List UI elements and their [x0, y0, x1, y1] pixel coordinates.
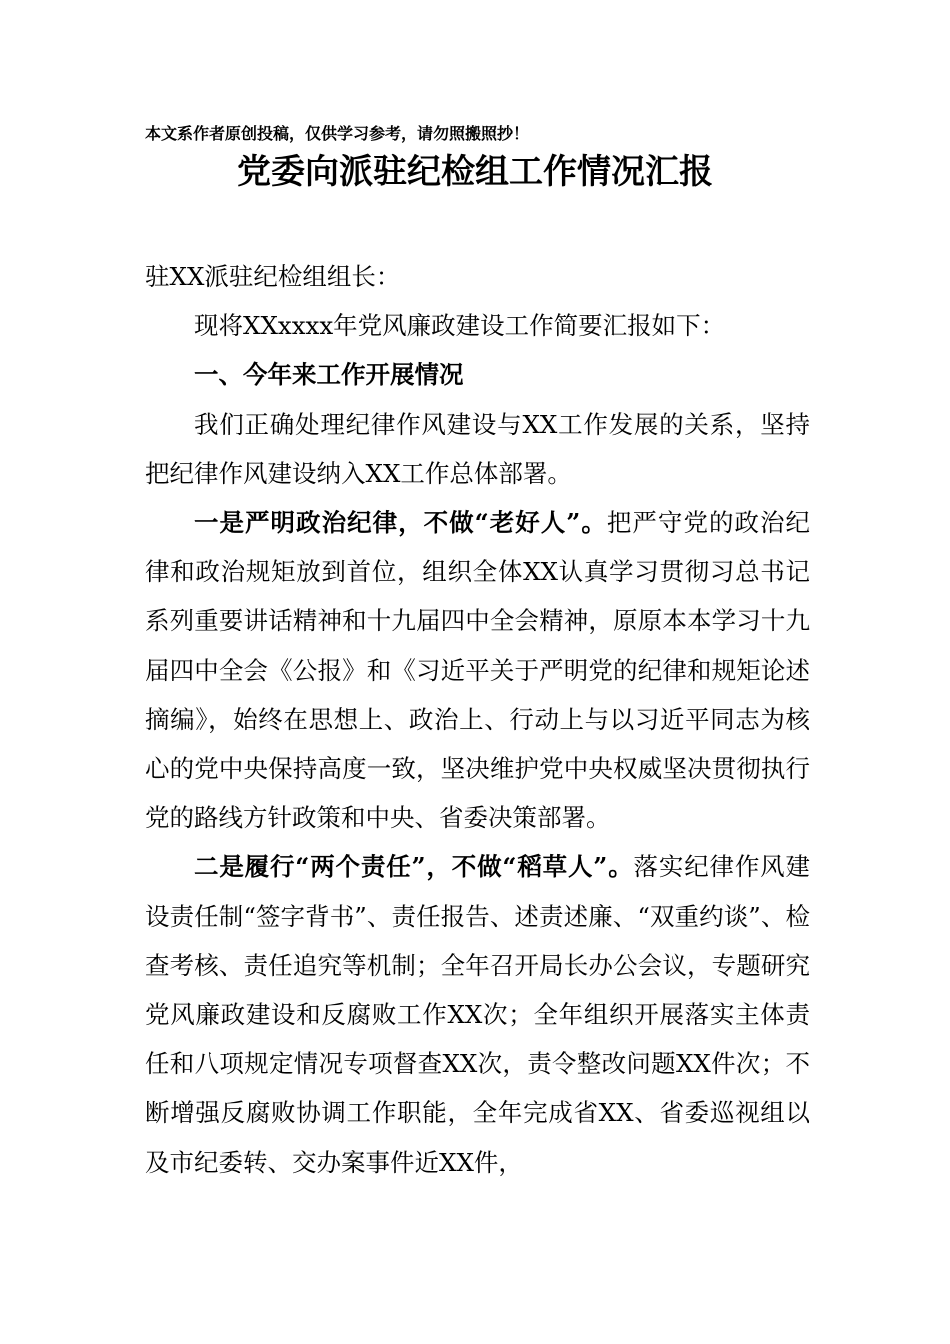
paragraph-lead: 二是履行“两个责任”，不做“稻草人”。 — [194, 852, 634, 882]
overview-paragraph: 我们正确处理纪律作风建设与XX工作发展的关系，坚持把纪律作风建设纳入XX工作总体部署。 — [145, 409, 810, 488]
document-body — [145, 252, 810, 1187]
copyright-notice: 本文系作者原创投稿，仅供学习参考，请勿照搬照抄！ — [145, 124, 530, 143]
salutation: 驻XX派驻纪检组组长： — [145, 262, 401, 291]
paragraph-text: 落实纪律作风建设责任制“签字背书”、责任报告、述责述廉、“双重约谈”、检查考核、责任追究等机制；全年召开局长办公会议，专题研究党风廉政建设和反腐败工作XX次；全年组织开展落实主体责任和八项规定情况专项督查XX次，责令整改问题XX件次；不断增强反腐败协调工作职能，全年完成省XX、省委巡视组以及市纪委转、交办案事件近XX件， — [145, 852, 810, 1177]
document-title: 党委向派驻纪检组工作情况汇报 — [237, 152, 713, 192]
paragraph-political-discipline — [145, 498, 810, 842]
section-heading: 一、今年来工作开展情况 — [194, 360, 464, 390]
paragraph-text: 把严守党的政治纪律和政治规矩放到首位，组织全体XX认真学习贯彻习总书记系列重要讲话精神和十九届四中全会精神，原原本本学习十九届四中全会《公报》和《习近平关于严明党的纪律和规矩论述摘编》，始终在思想上、政治上、行动上与以习近平同志为核心的党中央保持高度一致，坚决维护党中央权威坚决贯彻执行党的路线方针政策和中央、省委决策部署。 — [145, 508, 810, 833]
paragraph-lead: 一是严明政治纪律，不做“老好人”。 — [194, 508, 607, 538]
paragraph-two-responsibilities — [145, 842, 810, 1186]
intro-paragraph: 现将XXxxxx年党风廉政建设工作简要汇报如下： — [194, 311, 726, 341]
